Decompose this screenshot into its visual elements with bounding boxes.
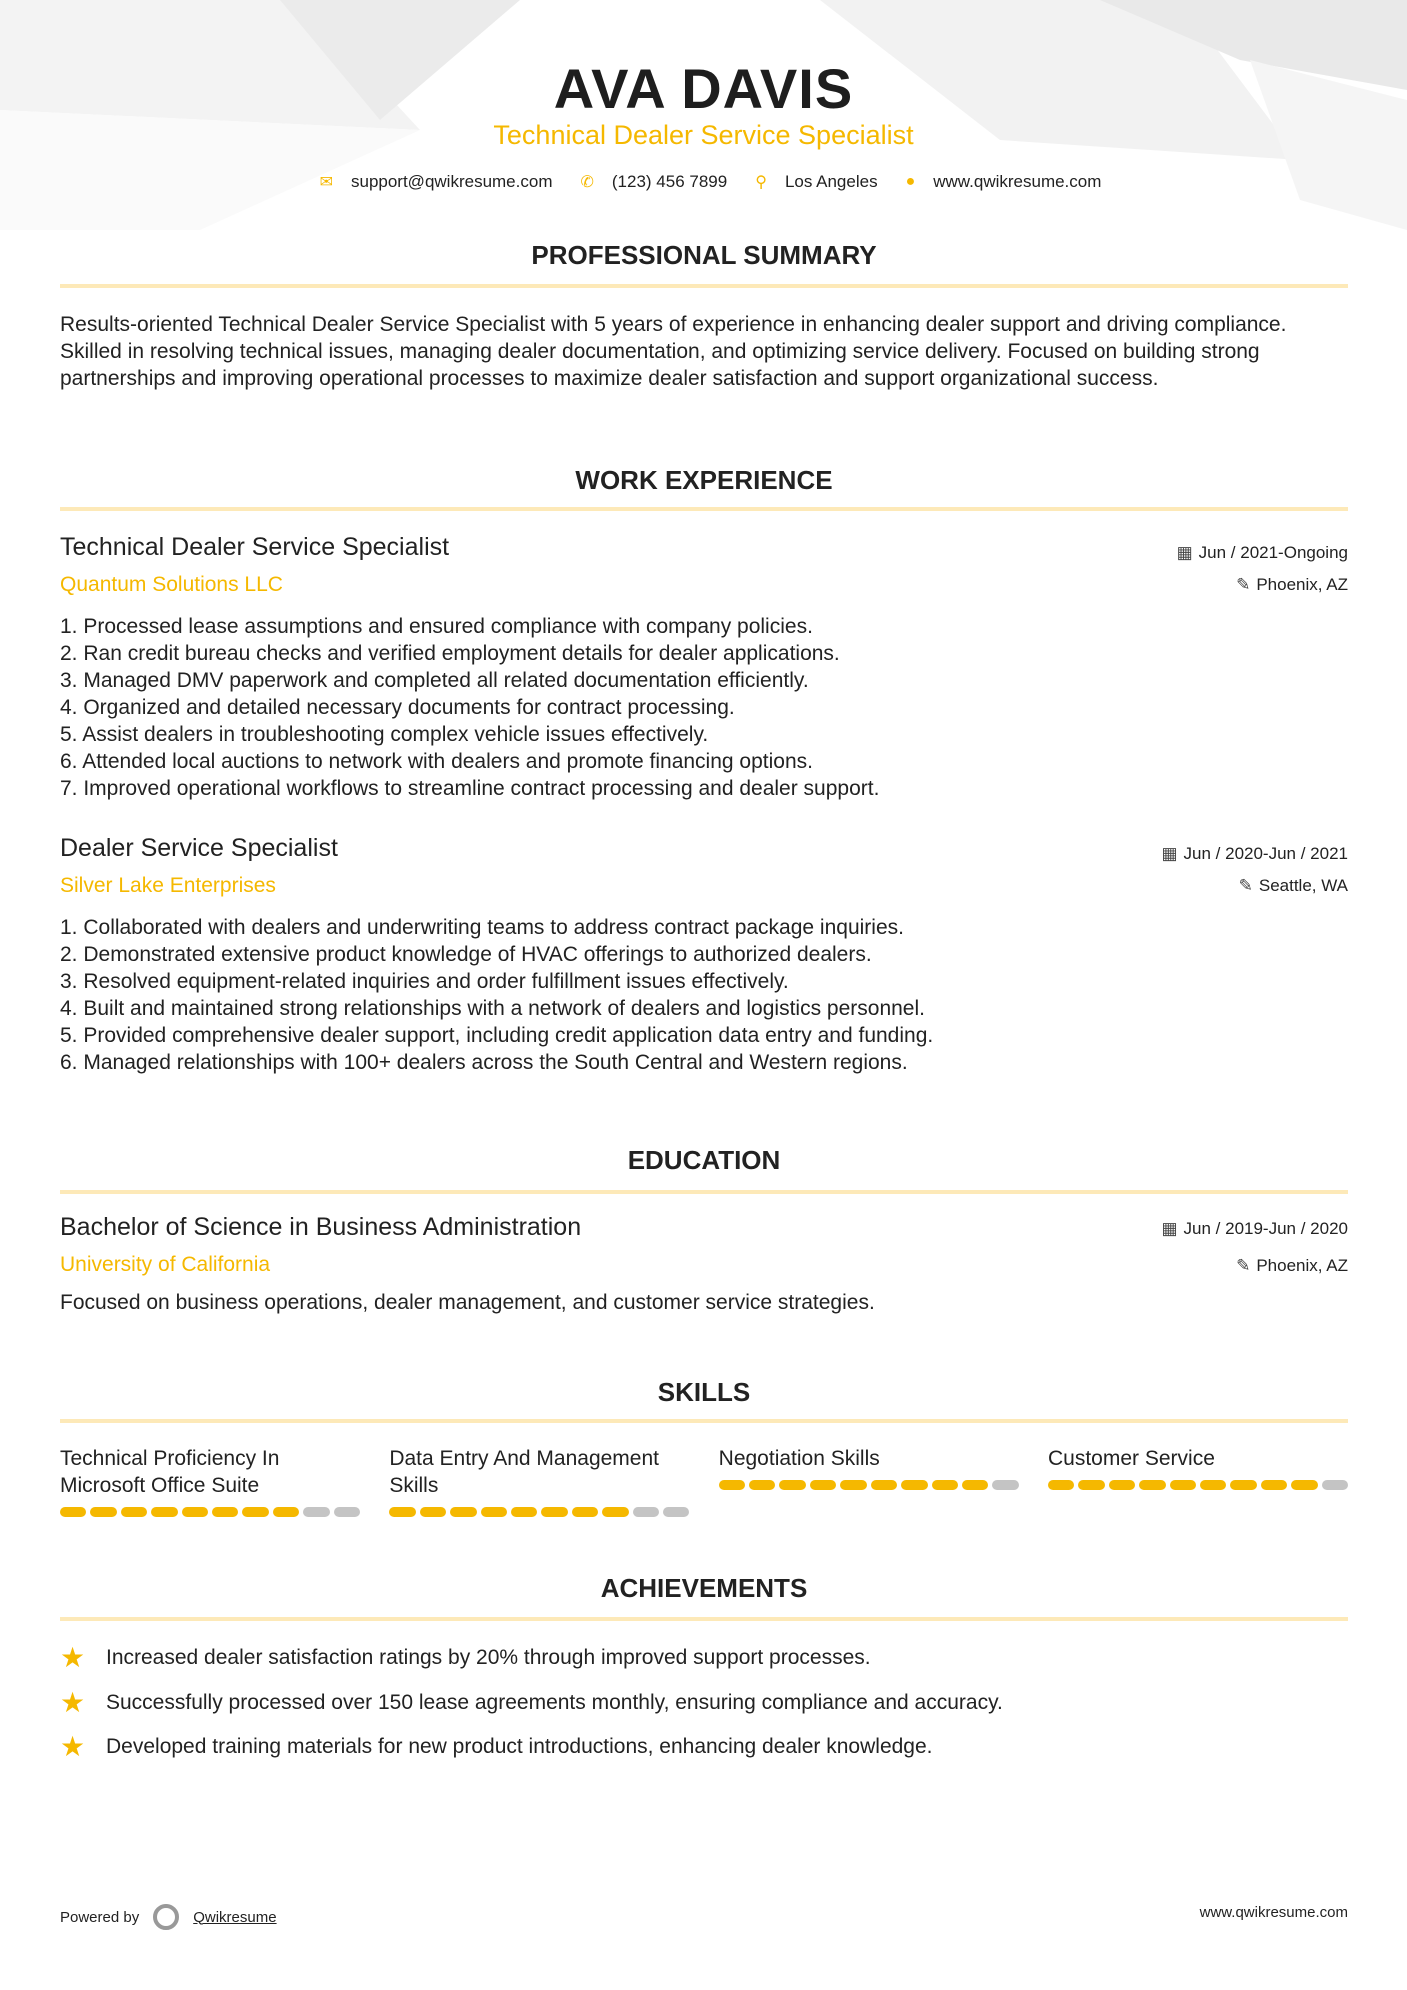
skill-item (389, 1445, 689, 1517)
rating-segment-filled (450, 1507, 476, 1517)
achievement-item (60, 1686, 1003, 1719)
rating-segment-filled (962, 1480, 988, 1490)
rating-segment-filled (1230, 1480, 1256, 1490)
education-description: Focused on business operations, dealer management, and customer service strategies. (60, 1291, 875, 1314)
job-date: Jun / 2021-Ongoing (1198, 543, 1348, 562)
skill-name: Negotiation Skills (718, 1447, 880, 1470)
list-item: 4. Organized and detailed necessary documents for contract processing. (60, 696, 735, 719)
list-item: 7. Improved operational workflows to streamline contract processing and dealer support. (60, 777, 880, 800)
list-item: 2. Ran credit bureau checks and verified employment details for dealer applications. (60, 642, 840, 665)
divider (60, 1419, 1348, 1423)
skill-item (1048, 1445, 1348, 1517)
job-title: Technical Dealer Service Specialist (60, 533, 450, 561)
job-bullets (60, 914, 1348, 1076)
pin-icon: ✎ (1238, 876, 1253, 895)
candidate-role: Technical Dealer Service Specialist (493, 120, 914, 150)
achievements-heading: ACHIEVEMENTS (600, 1573, 808, 1603)
summary-heading: PROFESSIONAL SUMMARY (531, 240, 877, 270)
envelope-icon: ✉ (319, 174, 333, 191)
job-title: Dealer Service Specialist (60, 834, 338, 862)
divider (60, 507, 1348, 511)
list-item: 1. Collaborated with dealers and underwriting teams to address contract package inquiries. (60, 916, 904, 939)
skill-rating (719, 1480, 1019, 1490)
rating-segment-filled (719, 1480, 745, 1490)
skill-rating (389, 1507, 689, 1517)
list-item: 3. Managed DMV paperwork and completed all related documentation efficiently. (60, 669, 809, 692)
rating-segment-empty (992, 1480, 1018, 1490)
list-item: 6. Managed relationships with 100+ dealers across the South Central and Western regions. (60, 1051, 908, 1074)
summary-text: Results-oriented Technical Dealer Service Specialist with 5 years of experience in enhancing dealer support and driving compliance. Skilled in resolving technical issues, managing dealer documentation, and optimizing service delivery. Focused on building strong partnerships and improving operational processes to maximize dealer satisfaction and support organizational success. (60, 313, 1287, 390)
rating-segment-filled (273, 1507, 299, 1517)
list-item: 1. Processed lease assumptions and ensured compliance with company policies. (60, 615, 813, 638)
contact-website[interactable]: www.qwikresume.com (933, 172, 1102, 191)
rating-segment-filled (602, 1507, 628, 1517)
calendar-icon: ▦ (1161, 1219, 1178, 1238)
rating-segment-filled (389, 1507, 415, 1517)
education-location: Phoenix, AZ (1256, 1256, 1348, 1275)
star-icon: ★ (60, 1731, 86, 1762)
education-heading: EDUCATION (627, 1145, 781, 1175)
footer-website[interactable]: www.qwikresume.com (1199, 1904, 1348, 1921)
rating-segment-filled (1170, 1480, 1196, 1490)
rating-segment-empty (1322, 1480, 1348, 1490)
job-bullets (60, 613, 1348, 802)
star-icon: ★ (60, 1687, 86, 1718)
rating-segment-filled (871, 1480, 897, 1490)
rating-segment-filled (1200, 1480, 1226, 1490)
skill-item (60, 1445, 360, 1517)
achievement-text: Successfully processed over 150 lease agreements monthly, ensuring compliance and accuracy. (106, 1690, 1003, 1714)
achievement-text: Increased dealer satisfaction ratings by 20% through improved support processes. (106, 1645, 871, 1669)
company-name: Silver Lake Enterprises (60, 874, 276, 897)
rating-segment-filled (1078, 1480, 1104, 1490)
rating-segment-filled (121, 1507, 147, 1517)
rating-segment-filled (840, 1480, 866, 1490)
map-pin-icon: ⚲ (755, 174, 767, 191)
school-name: University of California (60, 1253, 271, 1276)
rating-segment-filled (1109, 1480, 1135, 1490)
skills-grid (60, 1445, 1348, 1517)
list-item: 6. Attended local auctions to network with dealers and promote financing options. (60, 750, 813, 773)
rating-segment-filled (901, 1480, 927, 1490)
skill-name: Technical Proficiency In Microsoft Office Suite (60, 1447, 280, 1497)
education-date: Jun / 2019-Jun / 2020 (1183, 1219, 1348, 1238)
footer-branding (60, 1904, 277, 1930)
rating-segment-filled (932, 1480, 958, 1490)
pin-icon: ✎ (1236, 575, 1251, 594)
rating-segment-empty (334, 1507, 360, 1517)
job-location: Phoenix, AZ (1256, 575, 1348, 594)
job-date: Jun / 2020-Jun / 2021 (1183, 844, 1348, 863)
skill-name: Data Entry And Management Skills (389, 1447, 659, 1497)
contact-email[interactable]: support@qwikresume.com (350, 172, 553, 191)
rating-segment-filled (749, 1480, 775, 1490)
skill-name: Customer Service (1047, 1447, 1215, 1470)
globe-icon: ● (905, 173, 916, 190)
experience-heading: WORK EXPERIENCE (575, 465, 833, 495)
degree-title: Bachelor of Science in Business Administration (60, 1213, 582, 1241)
rating-segment-filled (779, 1480, 805, 1490)
list-item: 5. Assist dealers in troubleshooting complex vehicle issues effectively. (60, 723, 709, 746)
powered-by-label: Powered by (60, 1908, 140, 1926)
rating-segment-filled (541, 1507, 567, 1517)
rating-segment-filled (481, 1507, 507, 1517)
calendar-icon: ▦ (1176, 543, 1193, 562)
rating-segment-filled (60, 1507, 86, 1517)
job-location: Seattle, WA (1258, 876, 1348, 895)
rating-segment-filled (572, 1507, 598, 1517)
rating-segment-filled (511, 1507, 537, 1517)
list-item: 3. Resolved equipment-related inquiries and order fulfillment issues effectively. (60, 970, 789, 993)
skill-rating (1048, 1480, 1348, 1490)
list-item: 2. Demonstrated extensive product knowledge of HVAC offerings to authorized dealers. (60, 943, 872, 966)
achievement-item (60, 1641, 871, 1674)
rating-segment-filled (1139, 1480, 1165, 1490)
rating-segment-empty (663, 1507, 689, 1517)
contact-location: Los Angeles (784, 172, 878, 191)
divider (60, 1190, 1348, 1194)
contact-phone: (123) 456 7899 (611, 172, 728, 191)
rating-segment-empty (633, 1507, 659, 1517)
achievement-item (60, 1730, 933, 1763)
company-name: Quantum Solutions LLC (60, 573, 283, 596)
rating-segment-filled (212, 1507, 238, 1517)
list-item: 5. Provided comprehensive dealer support, including credit application data entry and funding. (60, 1024, 934, 1047)
rating-segment-filled (151, 1507, 177, 1517)
achievement-text: Developed training materials for new product introductions, enhancing dealer knowledge. (106, 1734, 933, 1758)
rating-segment-empty (303, 1507, 329, 1517)
phone-icon: ✆ (580, 174, 594, 191)
candidate-name: AVA DAVIS (553, 57, 854, 120)
calendar-icon: ▦ (1161, 844, 1178, 863)
divider (60, 284, 1348, 288)
brand-link[interactable]: Qwikresume (193, 1908, 277, 1926)
rating-segment-filled (1291, 1480, 1317, 1490)
skill-item (719, 1445, 1019, 1517)
rating-segment-filled (810, 1480, 836, 1490)
star-icon: ★ (60, 1642, 86, 1673)
list-item: 4. Built and maintained strong relationships with a network of dealers and logistics personnel. (60, 997, 925, 1020)
rating-segment-filled (420, 1507, 446, 1517)
rating-segment-filled (242, 1507, 268, 1517)
rating-segment-filled (182, 1507, 208, 1517)
qwikresume-logo-icon (153, 1904, 179, 1930)
rating-segment-filled (1261, 1480, 1287, 1490)
rating-segment-filled (1048, 1480, 1074, 1490)
rating-segment-filled (90, 1507, 116, 1517)
skill-rating (60, 1507, 360, 1517)
pin-icon: ✎ (1236, 1256, 1251, 1275)
skills-heading: SKILLS (657, 1377, 751, 1407)
divider (60, 1617, 1348, 1621)
contact-bar (0, 172, 1407, 192)
